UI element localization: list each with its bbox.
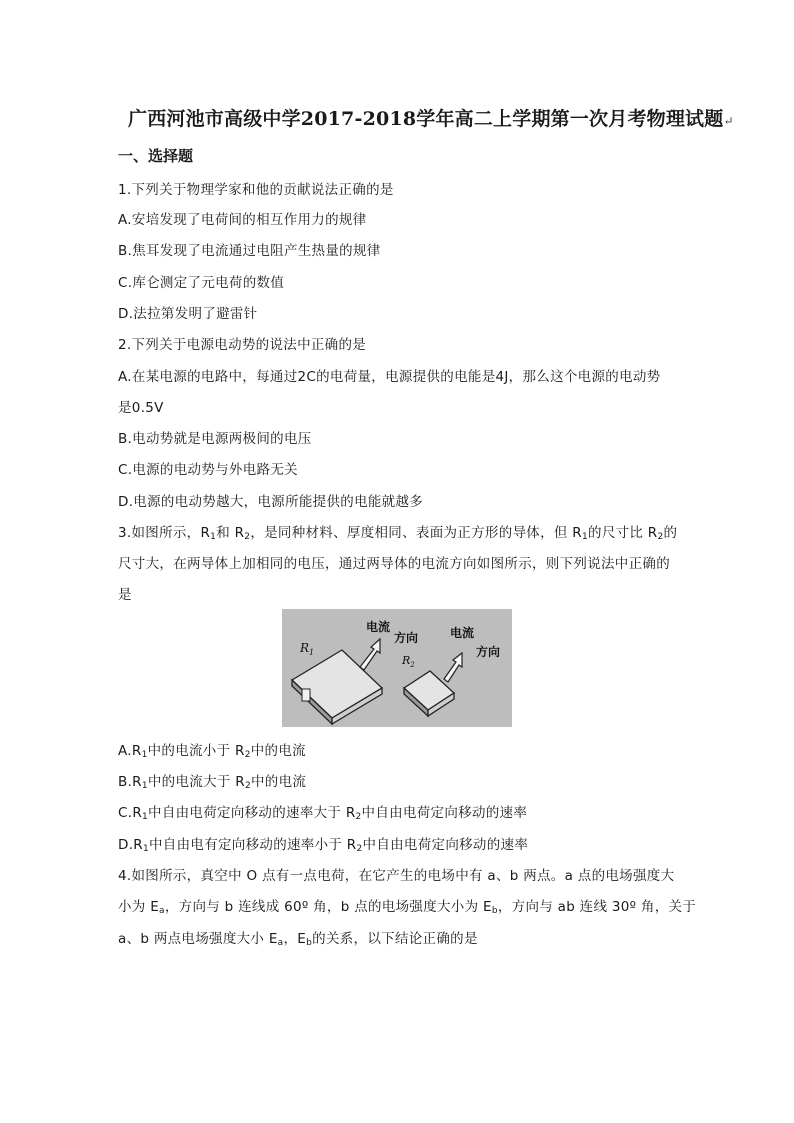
title-text: 广西河池市高级中学2017-2018学年高二上学期第一次月考物理试题 xyxy=(128,108,724,130)
q1-option-a: A.安培发现了电荷间的相互作用力的规律 xyxy=(118,212,367,228)
q1-stem: 1.下列关于物理学家和他的贡献说法正确的是 xyxy=(118,182,394,198)
q3-stem-line3: 是 xyxy=(118,587,132,603)
q3-option-d: $D.R_1$中自由电有定向移动的速率小于 $R_2$中自由电荷定向移动的速率 xyxy=(118,837,529,854)
q2-option-a-line2: 是0.5V xyxy=(118,400,164,416)
r1-label: $R_1$ xyxy=(300,641,315,657)
q4-stem-line2: 小为 $E_a$，方向与 b 连线成 60º 角，b 点的电场强度大小为 $E_b$，方向与 ab 连线 30º 角，关于 xyxy=(118,899,697,916)
section-heading: 一、选择题 xyxy=(118,147,194,165)
q3-stem-line2: 尺寸大，在两导体上加相同的电压，通过两导体的电流方向如图所示，则下列说法中正确的 xyxy=(118,556,670,572)
q1-option-c: C.库仑测定了元电荷的数值 xyxy=(118,275,285,291)
r2-current-label: 电流 xyxy=(450,626,475,640)
conductor-r1-terminal xyxy=(302,689,310,701)
conductor-figure xyxy=(282,609,512,727)
page-title xyxy=(128,104,788,131)
r2-label: $R_2$ xyxy=(402,654,415,669)
r1-direction-label: 方向 xyxy=(394,631,419,645)
conductor-diagram xyxy=(282,609,512,727)
q3-option-b: $B.R_1$中的电流大于 $R_2$中的电流 xyxy=(118,774,307,791)
q2-option-c: C.电源的电动势与外电路无关 xyxy=(118,462,298,478)
r2-current-arrow xyxy=(444,653,462,682)
q2-option-d: D.电源的电动势越大，电源所能提供的电能就越多 xyxy=(118,494,424,510)
q2-option-a-line1: A.在某电源的电路中，每通过2C的电荷量，电源提供的电能是4J，那么这个电源的电动势 xyxy=(118,369,661,385)
r1-current-arrow xyxy=(360,639,380,670)
r2-direction-label: 方向 xyxy=(476,645,501,659)
q2-stem: 2.下列关于电源电动势的说法中正确的是 xyxy=(118,337,367,353)
q4-stem-line1: 4.如图所示，真空中 O 点有一点电荷，在它产生的电场中有 a、b 两点。a 点的电场强度大 xyxy=(118,868,675,884)
q4-stem-line3: a、b 两点电场强度大小 $E_a$，$E_b$的关系，以下结论正确的是 xyxy=(118,931,478,948)
q3-option-a: $A.R_1$中的电流小于 $R_2$中的电流 xyxy=(118,743,306,760)
q3-stem-line1: 3.如图所示，$R_1$和 $R_2$，是同种材料、厚度相同、表面为正方形的导体，但 $R_1$的尺寸比 $R_2$的 xyxy=(118,525,678,542)
q2-option-b: B.电动势就是电源两极间的电压 xyxy=(118,431,312,447)
q1-option-d: D.法拉第发明了避雷针 xyxy=(118,306,258,322)
paragraph-mark: ↵ xyxy=(723,114,734,128)
r1-current-label: 电流 xyxy=(366,620,391,634)
q1-option-b: B.焦耳发现了电流通过电阻产生热量的规律 xyxy=(118,243,381,259)
q3-option-c: $C.R_1$中自由电荷定向移动的速率大于 $R_2$中自由电荷定向移动的速率 xyxy=(118,805,528,822)
